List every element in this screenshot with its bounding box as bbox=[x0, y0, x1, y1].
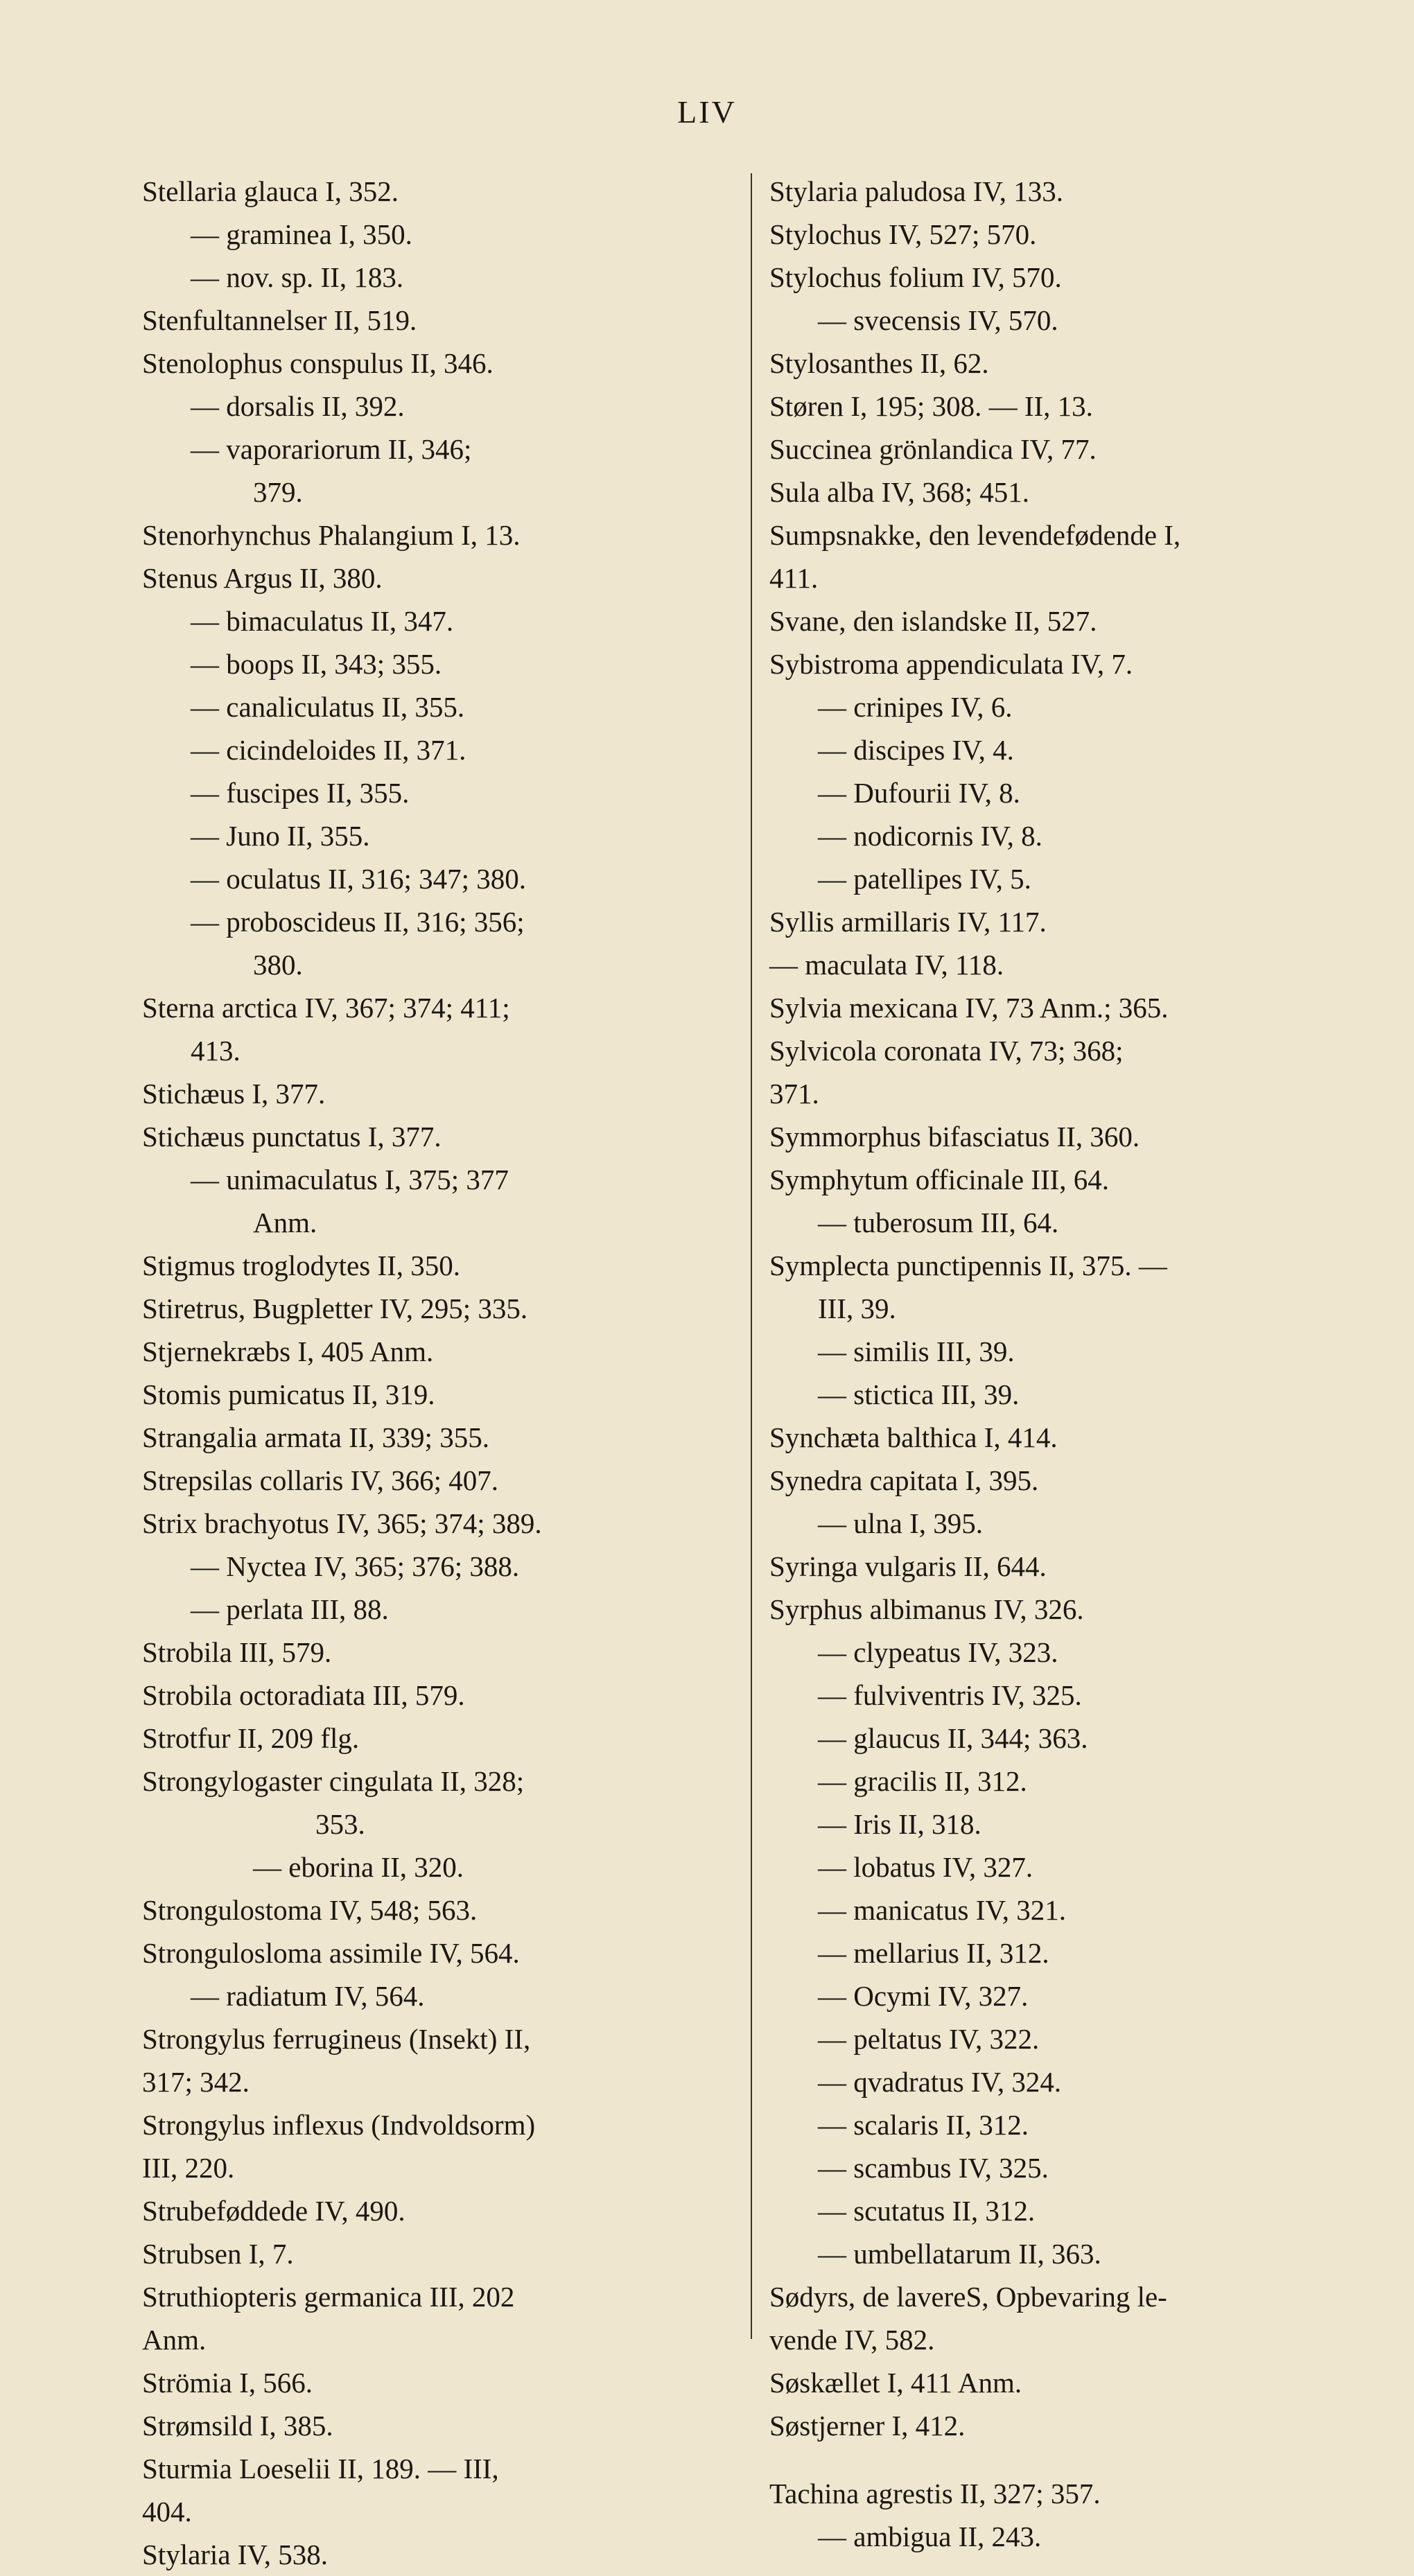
index-entry: — Juno II, 355. bbox=[191, 820, 370, 852]
index-entry: Sterna arctica IV, 367; 374; 411; bbox=[142, 992, 510, 1024]
index-entry: vende IV, 582. bbox=[769, 2324, 935, 2356]
index-entry: — Nyctea IV, 365; 376; 388. bbox=[191, 1550, 520, 1582]
index-entry: — glaucus II, 344; 363. bbox=[818, 1722, 1088, 1754]
index-entry: Stenorhynchus Phalangium I, 13. bbox=[142, 519, 521, 551]
index-entry: — radiatum IV, 564. bbox=[191, 1980, 425, 2012]
index-entry: Stylochus folium IV, 570. bbox=[769, 261, 1062, 293]
index-entry: — ulna I, 395. bbox=[818, 1507, 983, 1539]
index-entry: — clypeatus IV, 323. bbox=[818, 1636, 1058, 1668]
index-entry: Sylvicola coronata IV, 73; 368; bbox=[769, 1035, 1124, 1067]
index-entry: — maculata IV, 118. bbox=[769, 949, 1004, 981]
index-entry: — patellipes IV, 5. bbox=[818, 863, 1031, 895]
index-entry: 353. bbox=[315, 1808, 365, 1840]
page-number: LIV bbox=[677, 94, 737, 130]
index-entry: Symphytum officinale III, 64. bbox=[769, 1164, 1110, 1195]
index-column-left bbox=[142, 170, 752, 2576]
index-entry: — bimaculatus II, 347. bbox=[191, 605, 454, 637]
index-entry: Strix brachyotus IV, 365; 374; 389. bbox=[142, 1507, 542, 1539]
index-entry: Sybistroma appendiculata IV, 7. bbox=[769, 648, 1133, 680]
index-entry: Sumpsnakke, den levendefødende I, bbox=[769, 519, 1181, 551]
index-entry: Strobila octoradiata III, 579. bbox=[142, 1679, 465, 1711]
index-entry: Strongylus ferrugineus (Insekt) II, bbox=[142, 2023, 531, 2055]
index-entry: Symplecta punctipennis II, 375. — bbox=[769, 1250, 1167, 1281]
index-entry: Stenfultannelser II, 519. bbox=[142, 304, 417, 336]
index-entry: Strobila III, 579. bbox=[142, 1636, 332, 1668]
index-entry: Strubsen I, 7. bbox=[142, 2238, 294, 2270]
index-entry: — Dufourii IV, 8. bbox=[818, 777, 1020, 809]
index-entry: — crinipes IV, 6. bbox=[818, 691, 1013, 723]
index-entry: Strepsilas collaris IV, 366; 407. bbox=[142, 1464, 498, 1496]
index-entry: — unimaculatus I, 375; 377 bbox=[191, 1164, 509, 1195]
index-entry: — graminea I, 350. bbox=[191, 218, 412, 250]
index-entry: — fulviventris IV, 325. bbox=[818, 1679, 1082, 1711]
index-entry: Strongulostoma IV, 548; 563. bbox=[142, 1894, 478, 1926]
index-entry: — svecensis IV, 570. bbox=[818, 304, 1058, 336]
index-entry: — perlata III, 88. bbox=[191, 1593, 389, 1625]
index-entry: — scutatus II, 312. bbox=[818, 2195, 1036, 2227]
index-entry: Stylaria paludosa IV, 133. bbox=[769, 175, 1063, 207]
index-entry: — proboscideus II, 316; 356; bbox=[191, 906, 525, 938]
index-entry: Struthiopteris germanica III, 202 bbox=[142, 2281, 515, 2313]
index-entry: Strotfur II, 209 flg. bbox=[142, 1722, 360, 1754]
index-entry: — manicatus IV, 321. bbox=[818, 1894, 1066, 1926]
index-entry: — qvadratus IV, 324. bbox=[818, 2066, 1062, 2098]
index-entry: Stichæus punctatus I, 377. bbox=[142, 1121, 442, 1153]
index-entry: Sylvia mexicana IV, 73 Anm.; 365. bbox=[769, 992, 1169, 1024]
index-entry: Stenolophus conspulus II, 346. bbox=[142, 347, 494, 379]
index-entry: Synchæta balthica I, 414. bbox=[769, 1421, 1058, 1453]
index-entry: — stictica III, 39. bbox=[818, 1378, 1020, 1410]
index-entry: Stellaria glauca I, 352. bbox=[142, 175, 399, 207]
index-entry: — similis III, 39. bbox=[818, 1335, 1015, 1367]
index-entry: Søskællet I, 411 Anm. bbox=[769, 2367, 1022, 2399]
index-entry: Stenus Argus II, 380. bbox=[142, 562, 383, 594]
index-entry: 380. bbox=[253, 949, 303, 981]
index-entry: Synedra capitata I, 395. bbox=[769, 1464, 1039, 1496]
index-entry: Strömia I, 566. bbox=[142, 2367, 313, 2399]
index-entry: Strangalia armata II, 339; 355. bbox=[142, 1421, 489, 1453]
index-entry: — lobatus IV, 327. bbox=[818, 1851, 1033, 1883]
index-entry: — scambus IV, 325. bbox=[818, 2152, 1049, 2184]
index-entry: — Ocymi IV, 327. bbox=[818, 1980, 1029, 2012]
index-entry: 371. bbox=[769, 1078, 819, 1110]
index-entry: Sula alba IV, 368; 451. bbox=[769, 476, 1030, 508]
index-entry: — dorsalis II, 392. bbox=[191, 390, 405, 422]
index-entry: — cicindeloides II, 371. bbox=[191, 734, 466, 766]
index-entry: Svane, den islandske II, 527. bbox=[769, 605, 1097, 637]
index-entry: 411. bbox=[769, 562, 819, 594]
index-column-right bbox=[769, 170, 1379, 2558]
index-entry: — gracilis II, 312. bbox=[818, 1765, 1027, 1797]
index-entry: Syllis armillaris IV, 117. bbox=[769, 906, 1047, 938]
index-entry: Anm. bbox=[142, 2324, 207, 2356]
index-entry: Succinea grönlandica IV, 77. bbox=[769, 433, 1097, 465]
index-entry: — boops II, 343; 355. bbox=[191, 648, 442, 680]
index-entry: 404. bbox=[142, 2496, 192, 2527]
index-entry: Stichæus I, 377. bbox=[142, 1078, 326, 1110]
column-divider bbox=[751, 173, 752, 2339]
index-entry: — Iris II, 318. bbox=[818, 1808, 981, 1840]
index-entry: Stylochus IV, 527; 570. bbox=[769, 218, 1037, 250]
index-entry: — tuberosum III, 64. bbox=[818, 1207, 1059, 1238]
index-entry: Stronguloslomа assimile IV, 564. bbox=[142, 1937, 520, 1969]
index-entry: — fuscipes II, 355. bbox=[191, 777, 410, 809]
index-entry: Strømsild I, 385. bbox=[142, 2410, 333, 2442]
index-entry: 379. bbox=[253, 476, 303, 508]
index-entry: — canaliculatus II, 355. bbox=[191, 691, 465, 723]
index-entry: Støren I, 195; 308. — II, 13. bbox=[769, 390, 1093, 422]
index-entry: Stigmus troglodytes II, 350. bbox=[142, 1250, 460, 1281]
index-entry: Syringa vulgaris II, 644. bbox=[769, 1550, 1047, 1582]
index-entry: — oculatus II, 316; 347; 380. bbox=[191, 863, 526, 895]
index-entry: Anm. bbox=[253, 1207, 317, 1238]
index-entry: — peltatus IV, 322. bbox=[818, 2023, 1040, 2055]
index-entry: Stjernekræbs I, 405 Anm. bbox=[142, 1335, 434, 1367]
index-entry: Tachina agrestis II, 327; 357. bbox=[769, 2478, 1101, 2509]
index-entry: Strongylus inflexus (Indvoldsorm) bbox=[142, 2109, 536, 2141]
index-entry: — scalaris II, 312. bbox=[818, 2109, 1029, 2141]
index-entry: Stiretrus, Bugpletter IV, 295; 335. bbox=[142, 1293, 528, 1324]
index-entry: Sødyrs, de lavereS, Opbevaring le- bbox=[769, 2281, 1167, 2313]
index-entry: — nodicornis IV, 8. bbox=[818, 820, 1042, 852]
index-entry: Sturmia Loeselii II, 189. — III, bbox=[142, 2453, 499, 2485]
index-entry: Strubeføddede IV, 490. bbox=[142, 2195, 405, 2227]
index-entry: — discipes IV, 4. bbox=[818, 734, 1014, 766]
index-entry: Søstjerner I, 412. bbox=[769, 2410, 966, 2442]
index-entry: 317; 342. bbox=[142, 2066, 250, 2098]
index-entry: — ambigua II, 243. bbox=[818, 2521, 1042, 2552]
index-entry: — mellarius II, 312. bbox=[818, 1937, 1049, 1969]
index-entry: Stylosanthes II, 62. bbox=[769, 347, 989, 379]
index-entry: Stomis pumicatus II, 319. bbox=[142, 1378, 435, 1410]
index-entry: — eborina II, 320. bbox=[253, 1851, 464, 1883]
index-entry: — nov. sp. II, 183. bbox=[191, 261, 404, 293]
index-entry: III, 39. bbox=[818, 1293, 896, 1324]
index-entry: Strongylogaster cingulata II, 328; bbox=[142, 1765, 525, 1797]
index-entry: Stylaria IV, 538. bbox=[142, 2539, 329, 2570]
index-entry: — umbellatarum II, 363. bbox=[818, 2238, 1101, 2270]
index-entry: 413. bbox=[191, 1035, 241, 1067]
index-entry: Symmorphus bifasciatus II, 360. bbox=[769, 1121, 1140, 1153]
index-entry: Syrphus albimanus IV, 326. bbox=[769, 1593, 1084, 1625]
section-gap bbox=[769, 2447, 1379, 2472]
index-entry: — vaporariorum II, 346; bbox=[191, 433, 472, 465]
index-entry: III, 220. bbox=[142, 2152, 235, 2184]
